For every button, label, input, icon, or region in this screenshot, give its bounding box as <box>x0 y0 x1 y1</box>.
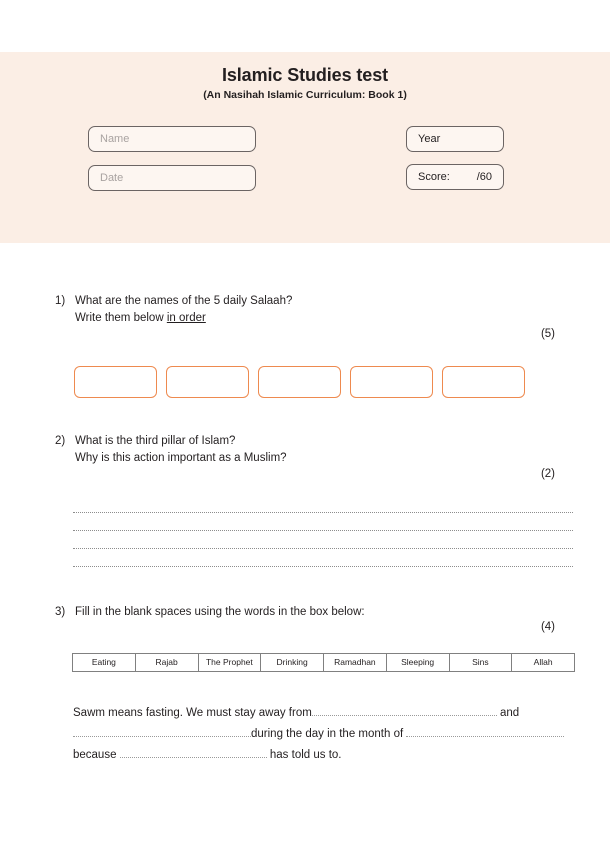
table-row <box>73 654 575 672</box>
name-field[interactable] <box>88 126 256 152</box>
answer-box-5[interactable] <box>442 366 525 398</box>
question-2-marks: (2) <box>540 468 555 480</box>
answer-box-4[interactable] <box>350 366 433 398</box>
answer-line-1[interactable] <box>73 495 573 513</box>
answer-line-4[interactable] <box>73 549 573 567</box>
question-3 <box>55 604 575 621</box>
question-1-text-line-1: What are the names of the 5 daily Salaah? <box>75 295 293 307</box>
sentence-part-1: Sawm means fasting. We must stay away from <box>73 707 312 719</box>
score-total-label: /60 <box>476 171 492 183</box>
question-1 <box>55 293 575 327</box>
question-2-text-line-1: What is the third pillar of Islam? <box>75 435 236 447</box>
sentence-part-3: during the day in the month of <box>251 728 407 740</box>
question-3-number: 3) <box>55 606 66 618</box>
score-field[interactable] <box>406 164 504 190</box>
word-bank-cell-2: Rajab <box>135 654 198 672</box>
word-bank-cell-5: Ramadhan <box>324 654 387 672</box>
sentence-part-4: because <box>73 749 120 761</box>
date-field-placeholder: Date <box>100 172 124 184</box>
word-bank-cell-1: Eating <box>73 654 136 672</box>
question-1-line-2-prefix: Write them below <box>75 312 167 324</box>
question-2-number: 2) <box>55 435 66 447</box>
question-2 <box>55 433 575 467</box>
word-bank-table <box>72 653 575 672</box>
score-field-label: Score: <box>418 171 450 183</box>
sentence-blank-2[interactable] <box>73 725 251 737</box>
year-field-label: Year <box>418 133 441 145</box>
question-3-marks: (4) <box>540 621 555 633</box>
question-1-text-line-2 <box>75 310 575 327</box>
word-bank-cell-7: Sins <box>449 654 512 672</box>
word-bank-cell-4: Drinking <box>261 654 324 672</box>
sentence-blank-1[interactable] <box>312 704 497 716</box>
question-1-number: 1) <box>55 295 66 307</box>
question-1-line-2-underlined: in order <box>166 312 206 324</box>
sentence-part-5: has told us to. <box>266 749 342 761</box>
sentence-blank-3[interactable] <box>406 725 564 737</box>
answer-line-3[interactable] <box>73 531 573 549</box>
page-title: Islamic Studies test <box>221 65 389 85</box>
fill-in-the-blank-sentence <box>73 703 573 766</box>
question-3-text-line-1: Fill in the blank spaces using the words in the box below: <box>75 606 365 618</box>
question-2-text-line-2: Why is this action important as a Muslim? <box>75 452 287 464</box>
word-bank-cell-3: The Prophet <box>198 654 261 672</box>
question-2-answer-lines <box>73 495 573 567</box>
year-field[interactable] <box>406 126 504 152</box>
question-1-answer-boxes <box>74 366 534 398</box>
word-bank-cell-6: Sleeping <box>386 654 449 672</box>
answer-box-3[interactable] <box>258 366 341 398</box>
sentence-blank-4[interactable] <box>120 746 267 758</box>
answer-box-1[interactable] <box>74 366 157 398</box>
date-field[interactable] <box>88 165 256 191</box>
page-subtitle: (An Nasihah Islamic Curriculum: Book 1) <box>203 89 407 101</box>
answer-line-2[interactable] <box>73 513 573 531</box>
answer-box-2[interactable] <box>166 366 249 398</box>
sentence-part-2: and <box>496 707 520 719</box>
name-field-placeholder: Name <box>100 133 130 145</box>
word-bank-cell-8: Allah <box>512 654 575 672</box>
question-1-marks: (5) <box>540 328 555 340</box>
